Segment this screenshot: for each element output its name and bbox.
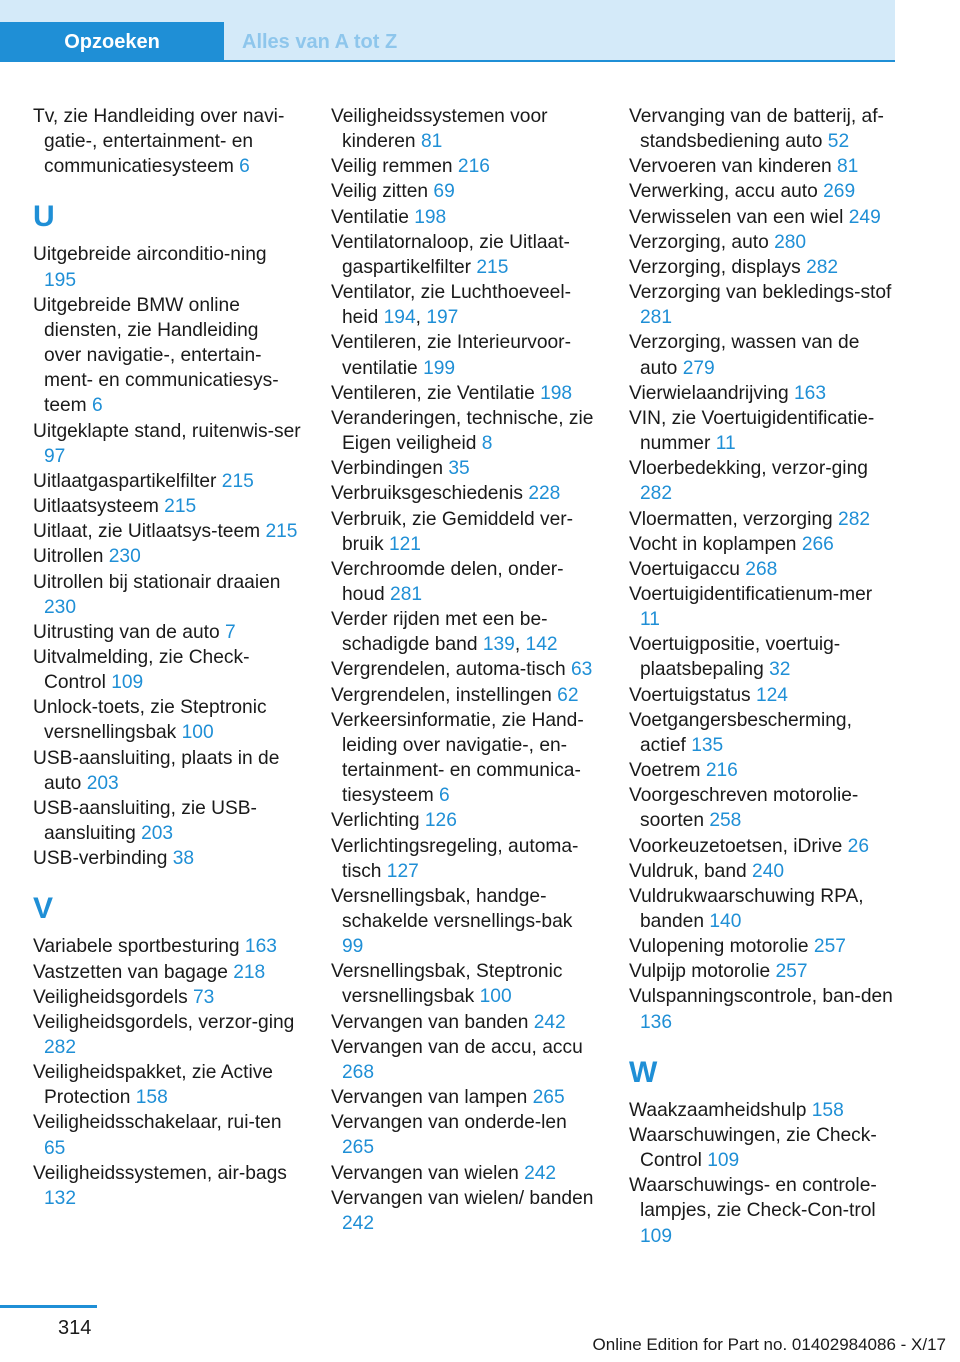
- page-link[interactable]: 6: [92, 395, 103, 417]
- page-link[interactable]: 242: [524, 1162, 557, 1184]
- page-link[interactable]: 127: [386, 860, 419, 882]
- page-link[interactable]: 136: [640, 1011, 673, 1033]
- index-term: Waarschuwingen, zie Check-Control: [629, 1124, 877, 1172]
- page-link[interactable]: 228: [528, 483, 561, 505]
- section-letter: W: [629, 1055, 658, 1089]
- page-link[interactable]: 81: [837, 156, 859, 178]
- index-entry: [33, 242, 301, 292]
- index-term: Voetrem: [629, 760, 701, 782]
- page-link[interactable]: 109: [707, 1150, 740, 1172]
- index-entry: [629, 1173, 897, 1248]
- index-entry: [331, 1085, 599, 1110]
- index-entry: [629, 179, 897, 204]
- index-term: Vergrendelen, automa-tisch: [331, 659, 566, 681]
- index-entry: [331, 1010, 599, 1035]
- page-link[interactable]: 100: [181, 722, 214, 744]
- page-link[interactable]: 215: [476, 256, 509, 278]
- index-entry: [629, 934, 897, 959]
- index-entry: [331, 708, 599, 809]
- index-term: Vuldrukwaarschuwing RPA, banden: [629, 885, 864, 932]
- page-link[interactable]: 230: [108, 546, 141, 568]
- index-entry: [33, 293, 301, 419]
- page-link[interactable]: 265: [342, 1137, 375, 1159]
- index-entry: [629, 1098, 897, 1123]
- index-entry: [33, 985, 301, 1010]
- page-link[interactable]: 282: [838, 508, 871, 530]
- page-link[interactable]: 69: [433, 181, 455, 203]
- page-link[interactable]: 242: [342, 1212, 375, 1234]
- index-entry: [629, 783, 897, 833]
- index-term: Ventileren, zie Ventilatie: [331, 382, 535, 404]
- index-entry: [629, 330, 897, 380]
- index-entry: [331, 456, 599, 481]
- index-term: Verbruik, zie Gemiddeld ver-bruik: [331, 508, 574, 555]
- index-entry: [629, 381, 897, 406]
- page-link[interactable]: 52: [827, 131, 850, 153]
- page-link[interactable]: 163: [793, 382, 826, 404]
- index-entry: [629, 632, 897, 682]
- index-term: Uitrollen bij stationair draaien: [33, 571, 281, 593]
- index-column-3: [629, 104, 897, 1249]
- index-entry: [33, 1010, 301, 1060]
- index-term: USB-aansluiting, plaats in de auto: [33, 747, 280, 794]
- index-entry: [629, 557, 897, 582]
- page-link[interactable]: 268: [745, 558, 778, 580]
- page-link[interactable]: 258: [709, 810, 742, 832]
- index-entry: [629, 230, 897, 255]
- page-link[interactable]: 249: [848, 206, 881, 228]
- edition-note: Online Edition for Part no. 01402984086 - X/17: [592, 1335, 946, 1354]
- index-entry: [331, 557, 599, 607]
- page-link[interactable]: 158: [135, 1087, 168, 1109]
- index-term: Verwerking, accu auto: [629, 181, 818, 203]
- index-term: Vloermatten, verzorging: [629, 508, 833, 530]
- header-bar: [0, 0, 895, 62]
- index-term: Versnellingsbak, Steptronic versnellingsbak: [331, 961, 563, 1008]
- page-link[interactable]: 6: [439, 785, 450, 807]
- page-link[interactable]: 282: [44, 1037, 77, 1058]
- page-link[interactable]: 121: [388, 533, 421, 555]
- index-entry: [33, 469, 301, 494]
- index-term: Verzorging van bekledings-stof: [629, 282, 892, 304]
- index-term: USB-verbinding: [33, 848, 168, 870]
- page-link[interactable]: 32: [769, 659, 791, 681]
- page-link[interactable]: 215: [164, 496, 197, 518]
- index-entry: [331, 381, 599, 406]
- page-link[interactable]: 63: [571, 659, 593, 681]
- index-entry: [331, 683, 599, 708]
- index-column-2: [331, 104, 599, 1236]
- index-term: Vulpijp motorolie: [629, 961, 771, 983]
- index-entry: [33, 620, 301, 645]
- section-letter: V: [33, 892, 54, 926]
- index-term: Ventileren, zie Interieurvoor-ventilatie: [331, 332, 571, 379]
- index-term: Uitgebreide airconditio-ning: [33, 244, 267, 266]
- index-term: Voertuigaccu: [629, 558, 740, 580]
- index-entry: [33, 419, 301, 469]
- index-term: Voorkeuzetoetsen, iDrive: [629, 835, 843, 857]
- index-entry: [629, 255, 897, 280]
- index-term: Vervangen van wielen/ banden: [331, 1187, 594, 1209]
- index-entry: [331, 959, 599, 1009]
- page-link[interactable]: 124: [755, 684, 788, 706]
- page-link[interactable]: 100: [479, 986, 512, 1008]
- index-entry: [33, 796, 301, 846]
- page-link[interactable]: 109: [111, 672, 144, 694]
- index-term: Verzorging, auto: [629, 231, 769, 253]
- index-term: Vervangen van lampen: [331, 1087, 528, 1109]
- index-entry: [629, 683, 897, 708]
- page-link[interactable]: 282: [640, 483, 673, 505]
- index-entry: [629, 205, 897, 230]
- index-term: Ventilator, zie Luchthoeveel-heid: [331, 282, 572, 329]
- index-term: Uitgebreide BMW online diensten, zie Handleiding over navigatie-, entertain-ment- en communicatiesys-teem: [33, 294, 279, 417]
- index-term: Vervangen van wielen: [331, 1162, 519, 1184]
- index-term: Vervangen van onderde-len: [331, 1112, 567, 1134]
- index-term: Voorgeschreven motorolie-soorten: [629, 785, 859, 832]
- section-letter: U: [33, 200, 55, 234]
- page-link[interactable]: 194: [383, 307, 416, 329]
- index-term: Veiligheidsgordels: [33, 986, 188, 1008]
- index-entry: [33, 519, 301, 544]
- index-entry: [629, 406, 897, 456]
- index-term: Waarschuwings- en controle-lampjes, zie Check-Con-trol: [629, 1175, 877, 1222]
- index-entry: [629, 456, 897, 506]
- index-entry: [331, 330, 599, 380]
- index-entry: [331, 230, 599, 280]
- index-term: Voertuigstatus: [629, 684, 751, 706]
- index-term: Verlichting: [331, 810, 420, 832]
- index-entry: [331, 481, 599, 506]
- index-entry: [629, 154, 897, 179]
- page-link[interactable]: 266: [801, 533, 834, 555]
- index-term: Uitvalmelding, zie Check-Control: [33, 646, 250, 694]
- index-term: Verchroomde delen, onder-houd: [331, 558, 564, 605]
- index-entry: [331, 808, 599, 833]
- index-term: Voetgangersbescherming, actief: [629, 709, 852, 756]
- index-term: Uitgeklapte stand, ruitenwis-ser: [33, 420, 301, 442]
- index-term: Veranderingen, technische, zie Eigen veiligheid: [331, 407, 594, 455]
- index-term: Veilig remmen: [331, 156, 453, 178]
- index-term: Verwisselen van een wiel: [629, 206, 844, 228]
- index-entry: [629, 280, 897, 330]
- page-link[interactable]: 230: [44, 596, 77, 618]
- page-link[interactable]: 257: [775, 961, 808, 983]
- index-entry: [629, 507, 897, 532]
- page-link[interactable]: 195: [44, 269, 77, 291]
- page-link[interactable]: 73: [193, 986, 215, 1008]
- page-link[interactable]: 126: [424, 810, 457, 832]
- index-term: Verbruiksgeschiedenis: [331, 483, 523, 505]
- index-term: Vervangen van banden: [331, 1011, 529, 1033]
- index-entry: [331, 657, 599, 682]
- page-link[interactable]: 218: [233, 961, 266, 983]
- page-link[interactable]: 11: [715, 433, 736, 455]
- index-entry: [629, 582, 897, 632]
- index-term: Ventilatie: [331, 206, 409, 228]
- index-entry: [33, 846, 301, 871]
- index-entry: [629, 532, 897, 557]
- page-link[interactable]: 163: [244, 936, 277, 958]
- index-entry: [629, 104, 897, 154]
- index-entry: [629, 758, 897, 783]
- index-term: Vierwielaandrijving: [629, 382, 789, 404]
- page-link[interactable]: 7: [225, 621, 236, 643]
- index-entry: [33, 494, 301, 519]
- page-link[interactable]: 139: [482, 634, 515, 656]
- page-link[interactable]: 281: [390, 583, 423, 605]
- index-term: Verbindingen: [331, 458, 444, 480]
- page-link[interactable]: 280: [774, 231, 807, 253]
- page-link[interactable]: 132: [44, 1187, 77, 1209]
- page-link[interactable]: 265: [532, 1087, 565, 1109]
- index-entry: Verder rijden met een be-schadigde band 139, 142: [331, 609, 558, 656]
- index-term: Uitrusting van de auto: [33, 621, 220, 643]
- page-link[interactable]: 65: [44, 1137, 66, 1159]
- page-link[interactable]: 140: [709, 911, 742, 932]
- index-term: Variabele sportbesturing: [33, 936, 240, 958]
- index-entry: [331, 507, 599, 557]
- index-entry: [33, 570, 301, 620]
- page-link[interactable]: 242: [533, 1011, 566, 1033]
- index-entry: [331, 179, 599, 204]
- index-term: Vulspanningscontrole, ban-den: [629, 986, 893, 1008]
- index-term: Vervoeren van kinderen: [629, 156, 832, 178]
- index-entry: [629, 884, 897, 934]
- index-term: Veiligheidssystemen voor kinderen: [331, 106, 548, 153]
- page-link[interactable]: 257: [813, 936, 846, 958]
- index-term: Tv, zie Handleiding over navi-gatie-, entertainment- en communicatiesysteem: [33, 106, 285, 178]
- page-link[interactable]: 279: [682, 357, 715, 379]
- index-term: Vergrendelen, instellingen: [331, 684, 552, 706]
- page-link[interactable]: 197: [426, 307, 459, 329]
- index-term: Vastzetten van bagage: [33, 961, 228, 983]
- index-term: Waakzaamheidshulp: [629, 1099, 807, 1121]
- index-entry: [33, 1110, 301, 1160]
- page-link[interactable]: 198: [414, 206, 447, 228]
- page-link[interactable]: 216: [705, 760, 738, 782]
- page-link[interactable]: 11: [640, 609, 660, 631]
- page-link[interactable]: 281: [640, 307, 673, 329]
- index-term: Verder rijden met een be-schadigde band: [331, 609, 548, 656]
- index-entry: [33, 1060, 301, 1110]
- index-entry: [331, 1186, 599, 1236]
- index-entry: [629, 984, 897, 1034]
- index-term: USB-aansluiting, zie USB-aansluiting: [33, 797, 257, 845]
- index-entry: [33, 695, 301, 745]
- index-entry: [629, 708, 897, 758]
- index-term: Ventilatornaloop, zie Uitlaat-gaspartikelfilter: [331, 231, 570, 278]
- tab-opzoeken[interactable]: Opzoeken: [0, 22, 224, 62]
- index-entry: [629, 834, 897, 859]
- index-entry: [33, 544, 301, 569]
- tab-alles-van-a-tot-z[interactable]: Alles van A tot Z: [242, 31, 398, 53]
- index-term: VIN, zie Voertuigidentificatie-nummer: [629, 407, 875, 455]
- index-term: Voertuigidentificatienum-mer: [629, 583, 873, 605]
- page-link[interactable]: 282: [806, 256, 839, 278]
- page-link[interactable]: 203: [86, 772, 119, 794]
- page-link[interactable]: 97: [44, 445, 66, 467]
- page-link[interactable]: 216: [457, 156, 490, 178]
- index-term: Uitlaatgaspartikelfilter: [33, 470, 217, 492]
- page-link[interactable]: 269: [823, 181, 856, 203]
- index-entry: [331, 834, 599, 884]
- page-link[interactable]: 199: [423, 357, 456, 379]
- index-entry: [331, 1110, 599, 1160]
- index-entry: [331, 1035, 599, 1085]
- index-entry: [33, 1161, 301, 1211]
- page-link[interactable]: 203: [141, 823, 174, 845]
- index-term: Unlock-toets, zie Steptronic versnellingsbak: [33, 697, 267, 744]
- index-entry: [33, 746, 301, 796]
- page-link[interactable]: 215: [265, 521, 298, 543]
- page-link[interactable]: 38: [172, 848, 195, 870]
- index-entry: [629, 859, 897, 884]
- page-link[interactable]: 35: [448, 458, 470, 480]
- page-link[interactable]: 142: [525, 634, 558, 656]
- page-link[interactable]: 8: [481, 433, 493, 455]
- page-link[interactable]: 240: [752, 860, 785, 882]
- index-entry: [331, 884, 599, 959]
- page-link[interactable]: 81: [420, 131, 443, 153]
- index-entry: [33, 645, 301, 695]
- index-term: Vocht in koplampen: [629, 533, 797, 555]
- index-entry: [629, 1123, 897, 1173]
- index-entry: [33, 960, 301, 985]
- index-term: Veilig zitten: [331, 181, 429, 203]
- index-entry: [331, 154, 599, 179]
- index-term: Veiligheidsschakelaar, rui-ten: [33, 1112, 282, 1134]
- index-entry: [331, 205, 599, 230]
- index-term: Vervangen van de accu, accu: [331, 1036, 583, 1058]
- index-entry: [33, 934, 301, 959]
- index-term: Uitlaatsysteem: [33, 496, 159, 518]
- page-link[interactable]: 6: [239, 156, 250, 178]
- page-number: 314: [58, 1317, 92, 1339]
- index-term: Verzorging, displays: [629, 256, 801, 278]
- index-term: Veiligheidsgordels, verzor-ging: [33, 1011, 295, 1033]
- index-entry: Ventilator, zie Luchthoeveel-heid 194, 197: [331, 282, 572, 329]
- page-link[interactable]: 215: [221, 470, 254, 492]
- index-entry: [331, 1161, 599, 1186]
- page-link[interactable]: 198: [540, 382, 573, 404]
- page-link[interactable]: 135: [691, 734, 724, 756]
- index-term: Uitrollen: [33, 546, 104, 568]
- page-link[interactable]: 62: [557, 684, 579, 706]
- page-link[interactable]: 99: [342, 936, 364, 958]
- index-entry: [331, 406, 599, 456]
- index-entry: [629, 959, 897, 984]
- index-term: Uitlaat, zie Uitlaatsys-teem: [33, 521, 261, 543]
- page-link[interactable]: 268: [342, 1061, 375, 1083]
- index-term: Vuldruk, band: [629, 860, 747, 882]
- page-link[interactable]: 26: [847, 835, 869, 857]
- index-entry: [33, 104, 301, 179]
- page-link[interactable]: 158: [811, 1099, 844, 1121]
- index-term: Vervanging van de batterij, af-standsbediening auto: [629, 106, 884, 153]
- index-entry: [331, 104, 599, 154]
- footer-accent-line: [0, 1305, 97, 1308]
- page-link[interactable]: 109: [640, 1225, 673, 1247]
- index-term: Voertuigpositie, voertuig-plaatsbepaling: [629, 634, 841, 681]
- index-term: Verzorging, wassen van de auto: [629, 332, 860, 379]
- index-term: Versnellingsbak, handge-schakelde versnellings-bak: [331, 885, 573, 932]
- index-column-1: [33, 104, 301, 1211]
- index-term: Verlichtingsregeling, automa-tisch: [331, 835, 579, 882]
- index-term: Veiligheidspakket, zie Active Protection: [33, 1062, 273, 1109]
- index-term: Vulopening motorolie: [629, 936, 809, 958]
- index-term: Verkeersinformatie, zie Hand-leiding over navigatie-, en-tertainment- en communica-tiesysteem: [331, 709, 584, 807]
- index-term: Veiligheidssystemen, air-bags: [33, 1162, 287, 1184]
- index-term: Vloerbedekking, verzor-ging: [629, 458, 868, 480]
